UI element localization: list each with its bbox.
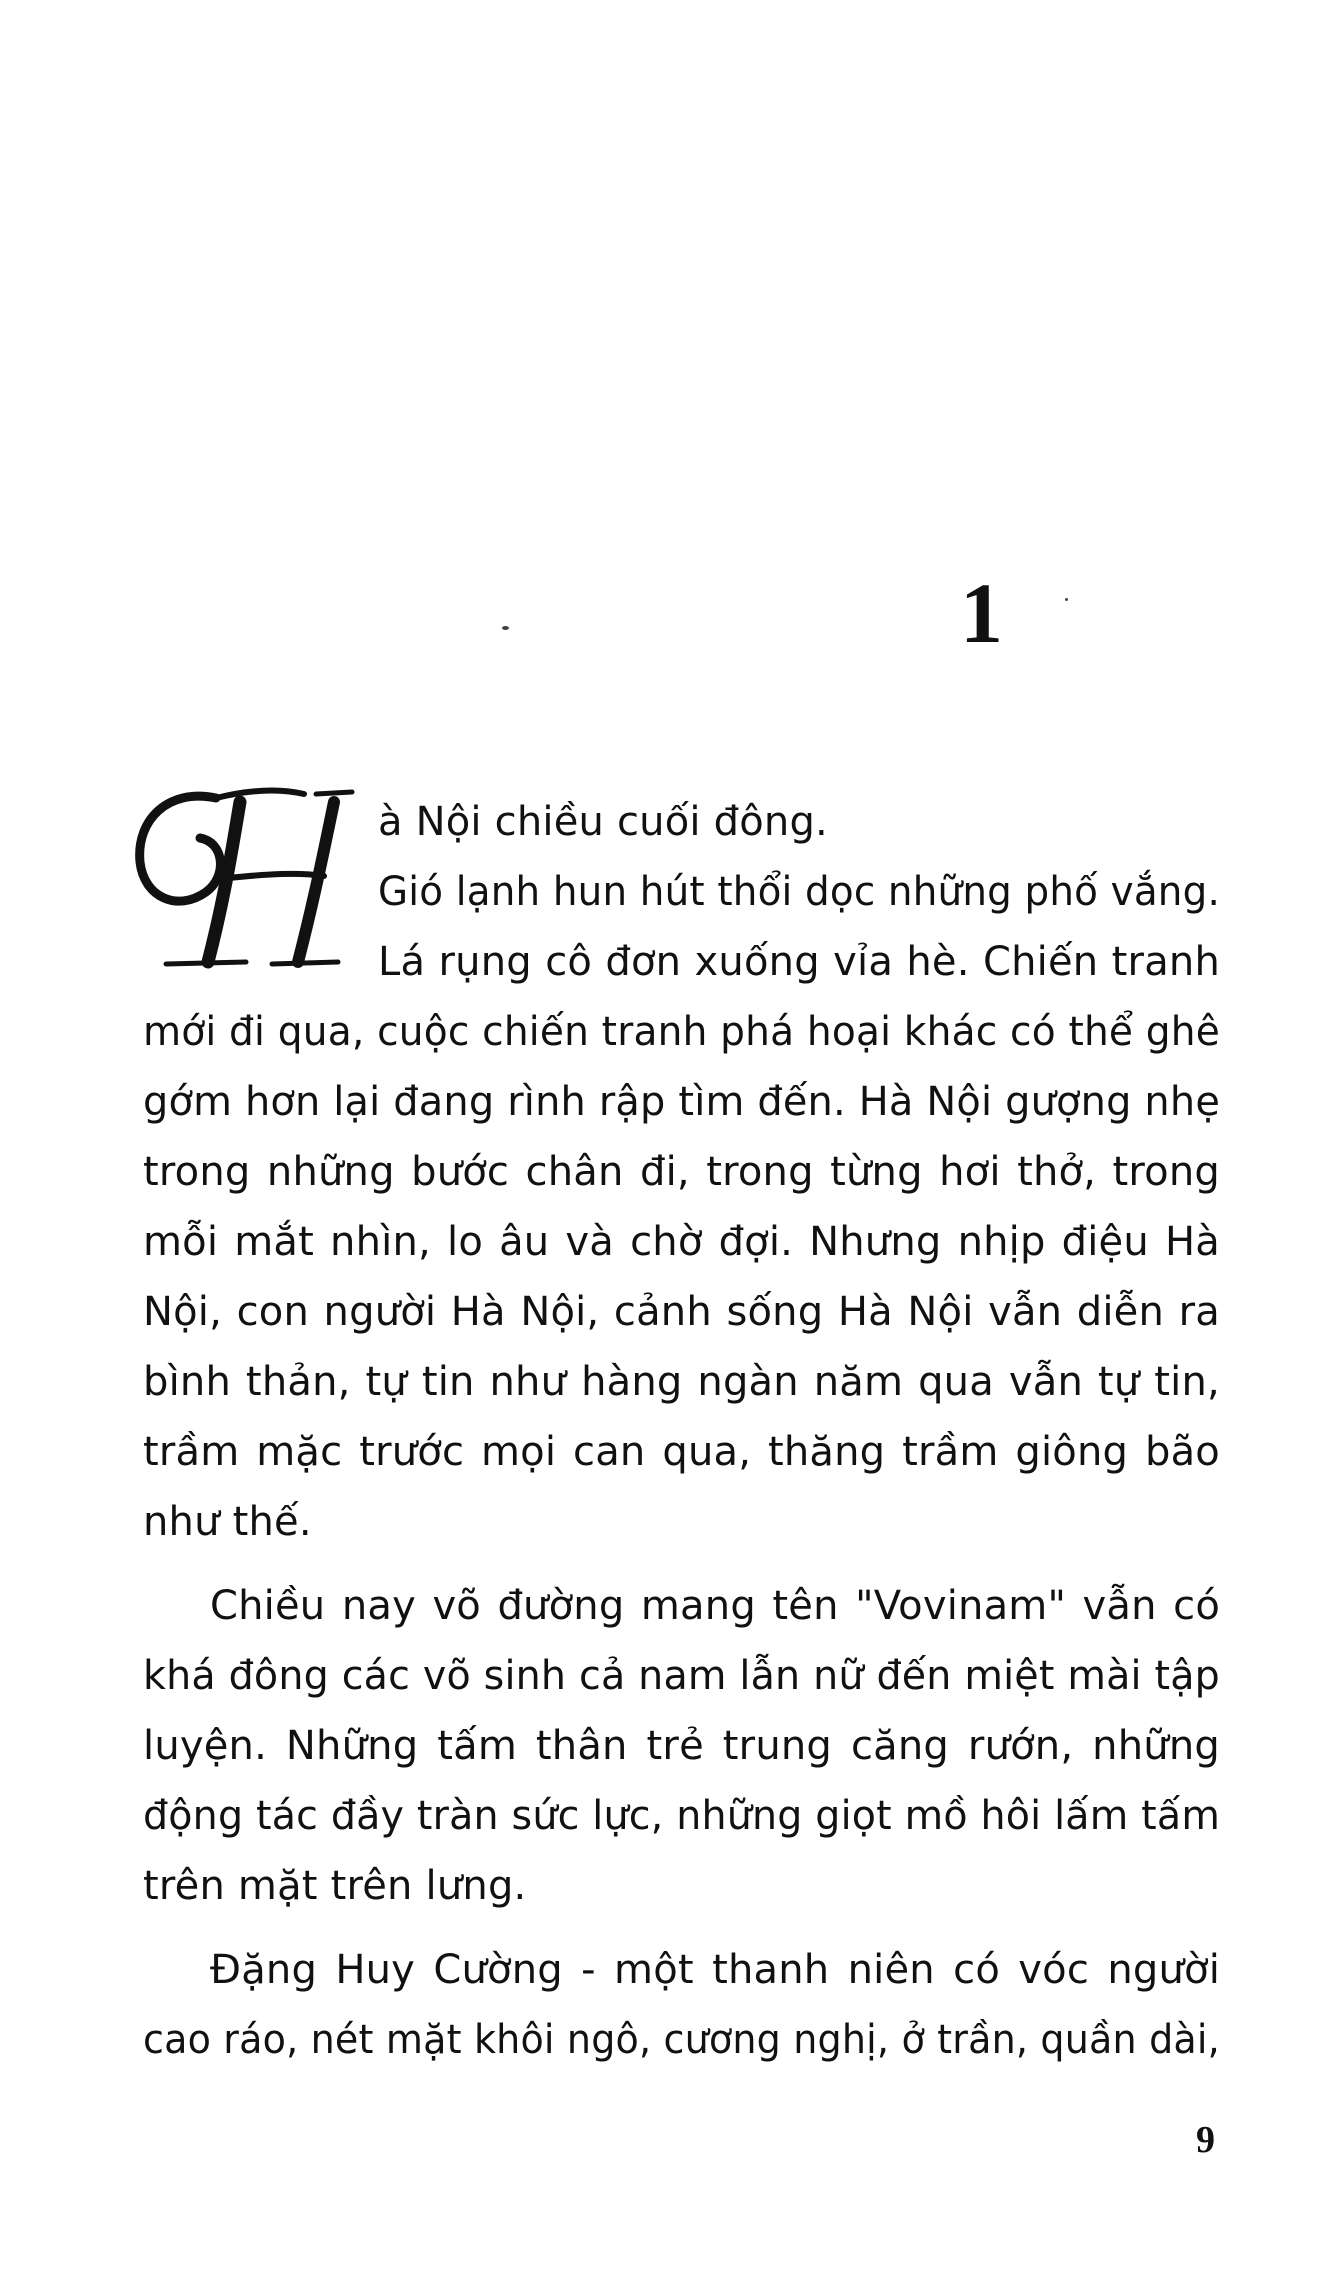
text-line: Chiều nay võ đường mang tên "Vovinam" vẫn có [210,1583,1220,1629]
text-line: Đặng Huy Cường - một thanh niên có vóc người [210,1947,1221,1993]
text-line: trong những bước chân đi, trong từng hơi thở, trong [143,1149,1220,1195]
print-speck [1065,598,1068,601]
text-line: như thế. [143,1499,312,1545]
text-line: trên mặt trên lưng. [143,1863,527,1909]
text-line: Lá rụng cô đơn xuống vỉa hè. Chiến tranh [378,939,1221,985]
text-line: động tác đầy tràn sức lực, những giọt mồ hôi lấm tấm [143,1793,1221,1839]
text-line: bình thản, tự tin như hàng ngàn năm qua vẫn tự tin, [143,1359,1220,1405]
drop-cap-h [128,780,368,980]
text-line: gớm hơn lại đang rình rập tìm đến. Hà Nội gượng nhẹ [143,1079,1221,1125]
text-line: Nội, con người Hà Nội, cảnh sống Hà Nội vẫn diễn ra [143,1289,1220,1335]
text-line: mới đi qua, cuộc chiến tranh phá hoại khác có thể ghê [143,1009,1221,1055]
text-line: mỗi mắt nhìn, lo âu và chờ đợi. Nhưng nhịp điệu Hà [143,1219,1220,1265]
text-line: à Nội chiều cuối đông. [378,799,828,845]
text-line: luyện. Những tấm thân trẻ trung căng rướn, những [143,1723,1220,1769]
text-line: Gió lạnh hun hút thổi dọc những phố vắng. [378,869,1220,915]
text-line: trầm mặc trước mọi can qua, thăng trầm giông bão [143,1429,1220,1475]
chapter-number: 1 [960,565,1003,661]
print-speck [502,626,509,630]
text-line: khá đông các võ sinh cả nam lẫn nữ đến miệt mài tập [143,1653,1220,1699]
svg-text:H: H [128,780,129,781]
text-line: cao ráo, nét mặt khôi ngô, cương nghị, ở trần, quần dài, [143,2017,1220,2063]
page-number: 9 [1196,2119,1215,2161]
